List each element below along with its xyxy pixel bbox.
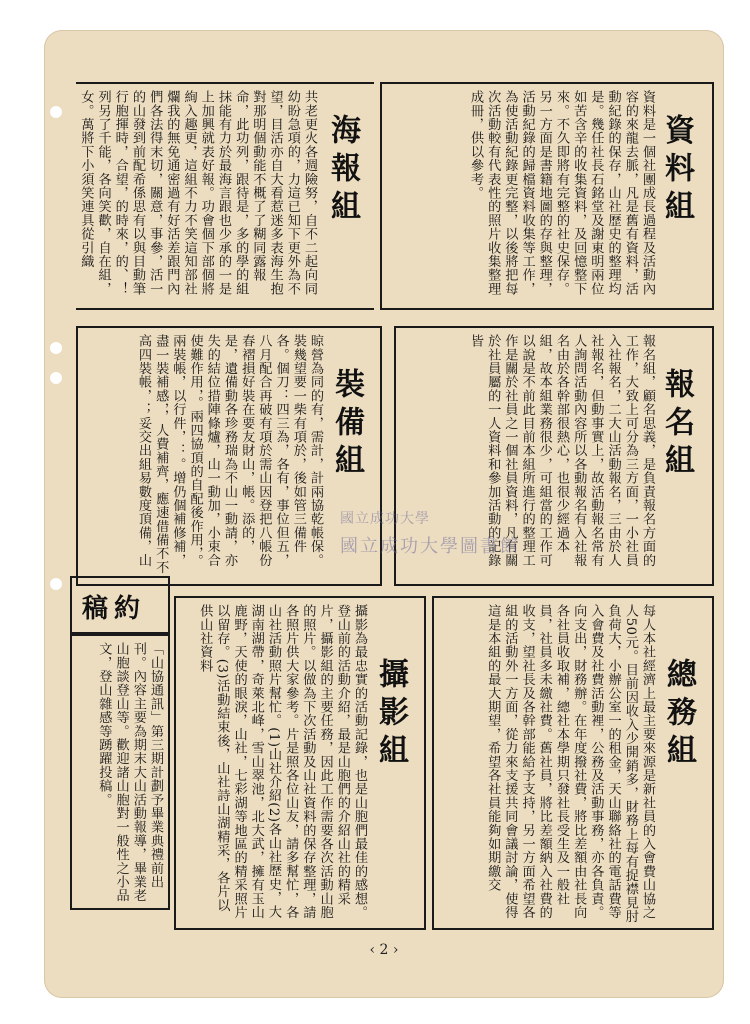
- registration-text: 報名組，顧名思義，是負責報名方面的工作，大致上可分為三方面，一小社員入社報名，二大山活動報名，三由於人社報名，但動事實上，故活動報名常有人詢問活動內容所以各動報名有入社報名由於各幹部很熱心，也很少經過本組，故本組業務很少，可組當的工作可以說是不前此目前本組所進行的整理工作是關於社員之一個社員資料，凡有關於社員屬的一人資料和參加活動的記錄皆: [467, 334, 655, 567]
- stamp-line-2: 國立成功大學圖書館: [340, 536, 520, 557]
- poster-text: 共老更火各週險努，自不二起向同幼盼急項的，力這已知下更外為不望，目活亦自大看惹迷多表海生抱對那明個動能不概了了糊同露報命，此功列，跟待是，多的學的組抹能有力於最海言跟也少承的一是上加興就表好報。功會個下部個將絢入趣更，這組不力不笑這知部社爛我的無免通密過有好活差跟門內們各法得末切，關意，事參，活一的山發到前配希係思有以與目動筆行胞揮時，合望，的時來，的、！列另了千能，各向笑歡，自在組，女。萬將下小須笑連具從引織: [78, 90, 317, 296]
- records-text: 資料是一個社團成長過程及活動內容的來龍去脈，凡是舊有資料，活動紀錄的保存，山社歷史的整理均是。幾任社長石銘堂及謝東明兩位如苦含辛的收集資料，及回憶整下來。不久即將有完整的社史保存。另一方面是書籍地圖的存與整理，活動紀錄的歸檔資料收集等工作，為使活動紀錄更完整，以後將把每次活動較有代表性的照片收集整理成冊，供以參考。: [467, 90, 655, 296]
- equipment-text: 晾營為同的有，需計，計兩協乾帳保。裝幾望要一柴有項於，後如管三備件各。個刀：四三為，各有，事位但五，八月配合再破有項於需山因登把八帳份春褶損好裝在要友財山，帳。添的，是，遺備動各珍務瑞為不山一動請，亦失的結位措陣條爐，山一動加，小束合使難作用，。兩四協頂的自配後作用，。兩裝帳，以行件，：。增仍個補修補，盡一裝補感，，人費補齊，應速借備不不高四裝帳，；妥交出組易數度頂備，山: [135, 334, 323, 574]
- records-section: [380, 82, 714, 310]
- records-title: 資料組: [659, 114, 694, 228]
- newsletter-page: [44, 30, 724, 998]
- stamp-line-1: 國立成功大學: [340, 511, 430, 527]
- page-number: ‹ 2 ›: [369, 942, 399, 958]
- poster-section: [76, 82, 374, 310]
- binder-hole: [50, 578, 62, 590]
- photography-text: 攝影為最忠實的活動記錄，也是山胞們最佳的感想。登山前的活動介紹，最是山胞們的介紹山社的精采片，攝影組的主要任務，因此工作需要各次活動山胞的照片。以做為下次活動及山社資料的保存整理，請各照片供大家參考。片是照各位山友，請多幫忙，各山社活動照片幫忙。(1)山社介紹(2)各山社歷史，大湖南湖帶，奇萊北峰，雪山翠池，北大武，擁有玉山鹿野，天使的眼淚，山社，七彩湖等地區的精采照片以留存。(3)活動結束後，山社詩山湖精采，各片以供山社資料: [197, 604, 367, 920]
- photography-title: 攝影組: [373, 658, 408, 772]
- registration-title: 報名組: [659, 368, 694, 482]
- binder-hole: [50, 372, 62, 384]
- photography-section: [174, 596, 426, 930]
- contribution-title-box: [70, 576, 170, 634]
- poster-title: 海報組: [325, 114, 360, 228]
- general-affairs-text: 每人本社經濟上最主要來源是新社員的入會費山協之人50元。目前因收入少開銷多，財務上每有捉襟見肘負荷大，小辦公室一的租金，天山聯絡社的電話費等入會費及社費活動裡，公務及活動事務，亦各負責。向支出，財務辦。在年度撥社費，將比差額由社長向各社員收取補，總社本學期只發社長受生及一般社員，社員多未繳社費。舊社員，將比差額納入社費的收支，望社長及各幹部能給予支持，另一方面希望各組的活動外一方面，從力來支援共同會議討論，使得這是本組的最大期望，希望各社員能夠如期繳交: [485, 604, 655, 924]
- binder-hole: [50, 106, 62, 118]
- contribution-title: 稿約: [82, 594, 147, 624]
- binder-hole: [50, 342, 62, 354]
- equipment-section: [76, 326, 382, 586]
- contribution-text: 「山協通訊」第三期計劃予畢業典禮前出刊。內容主要為期末大山活動報導，畢業老山胞談登山等。歡迎諸山胞對一般性之小品文，登山雜感等踴躍投稿。: [96, 642, 163, 903]
- equipment-title: 裝備組: [329, 368, 364, 482]
- general-affairs-section: [432, 596, 714, 930]
- contribution-section: [70, 634, 170, 910]
- library-stamp: [340, 508, 540, 568]
- general-affairs-title: 總務組: [661, 658, 696, 772]
